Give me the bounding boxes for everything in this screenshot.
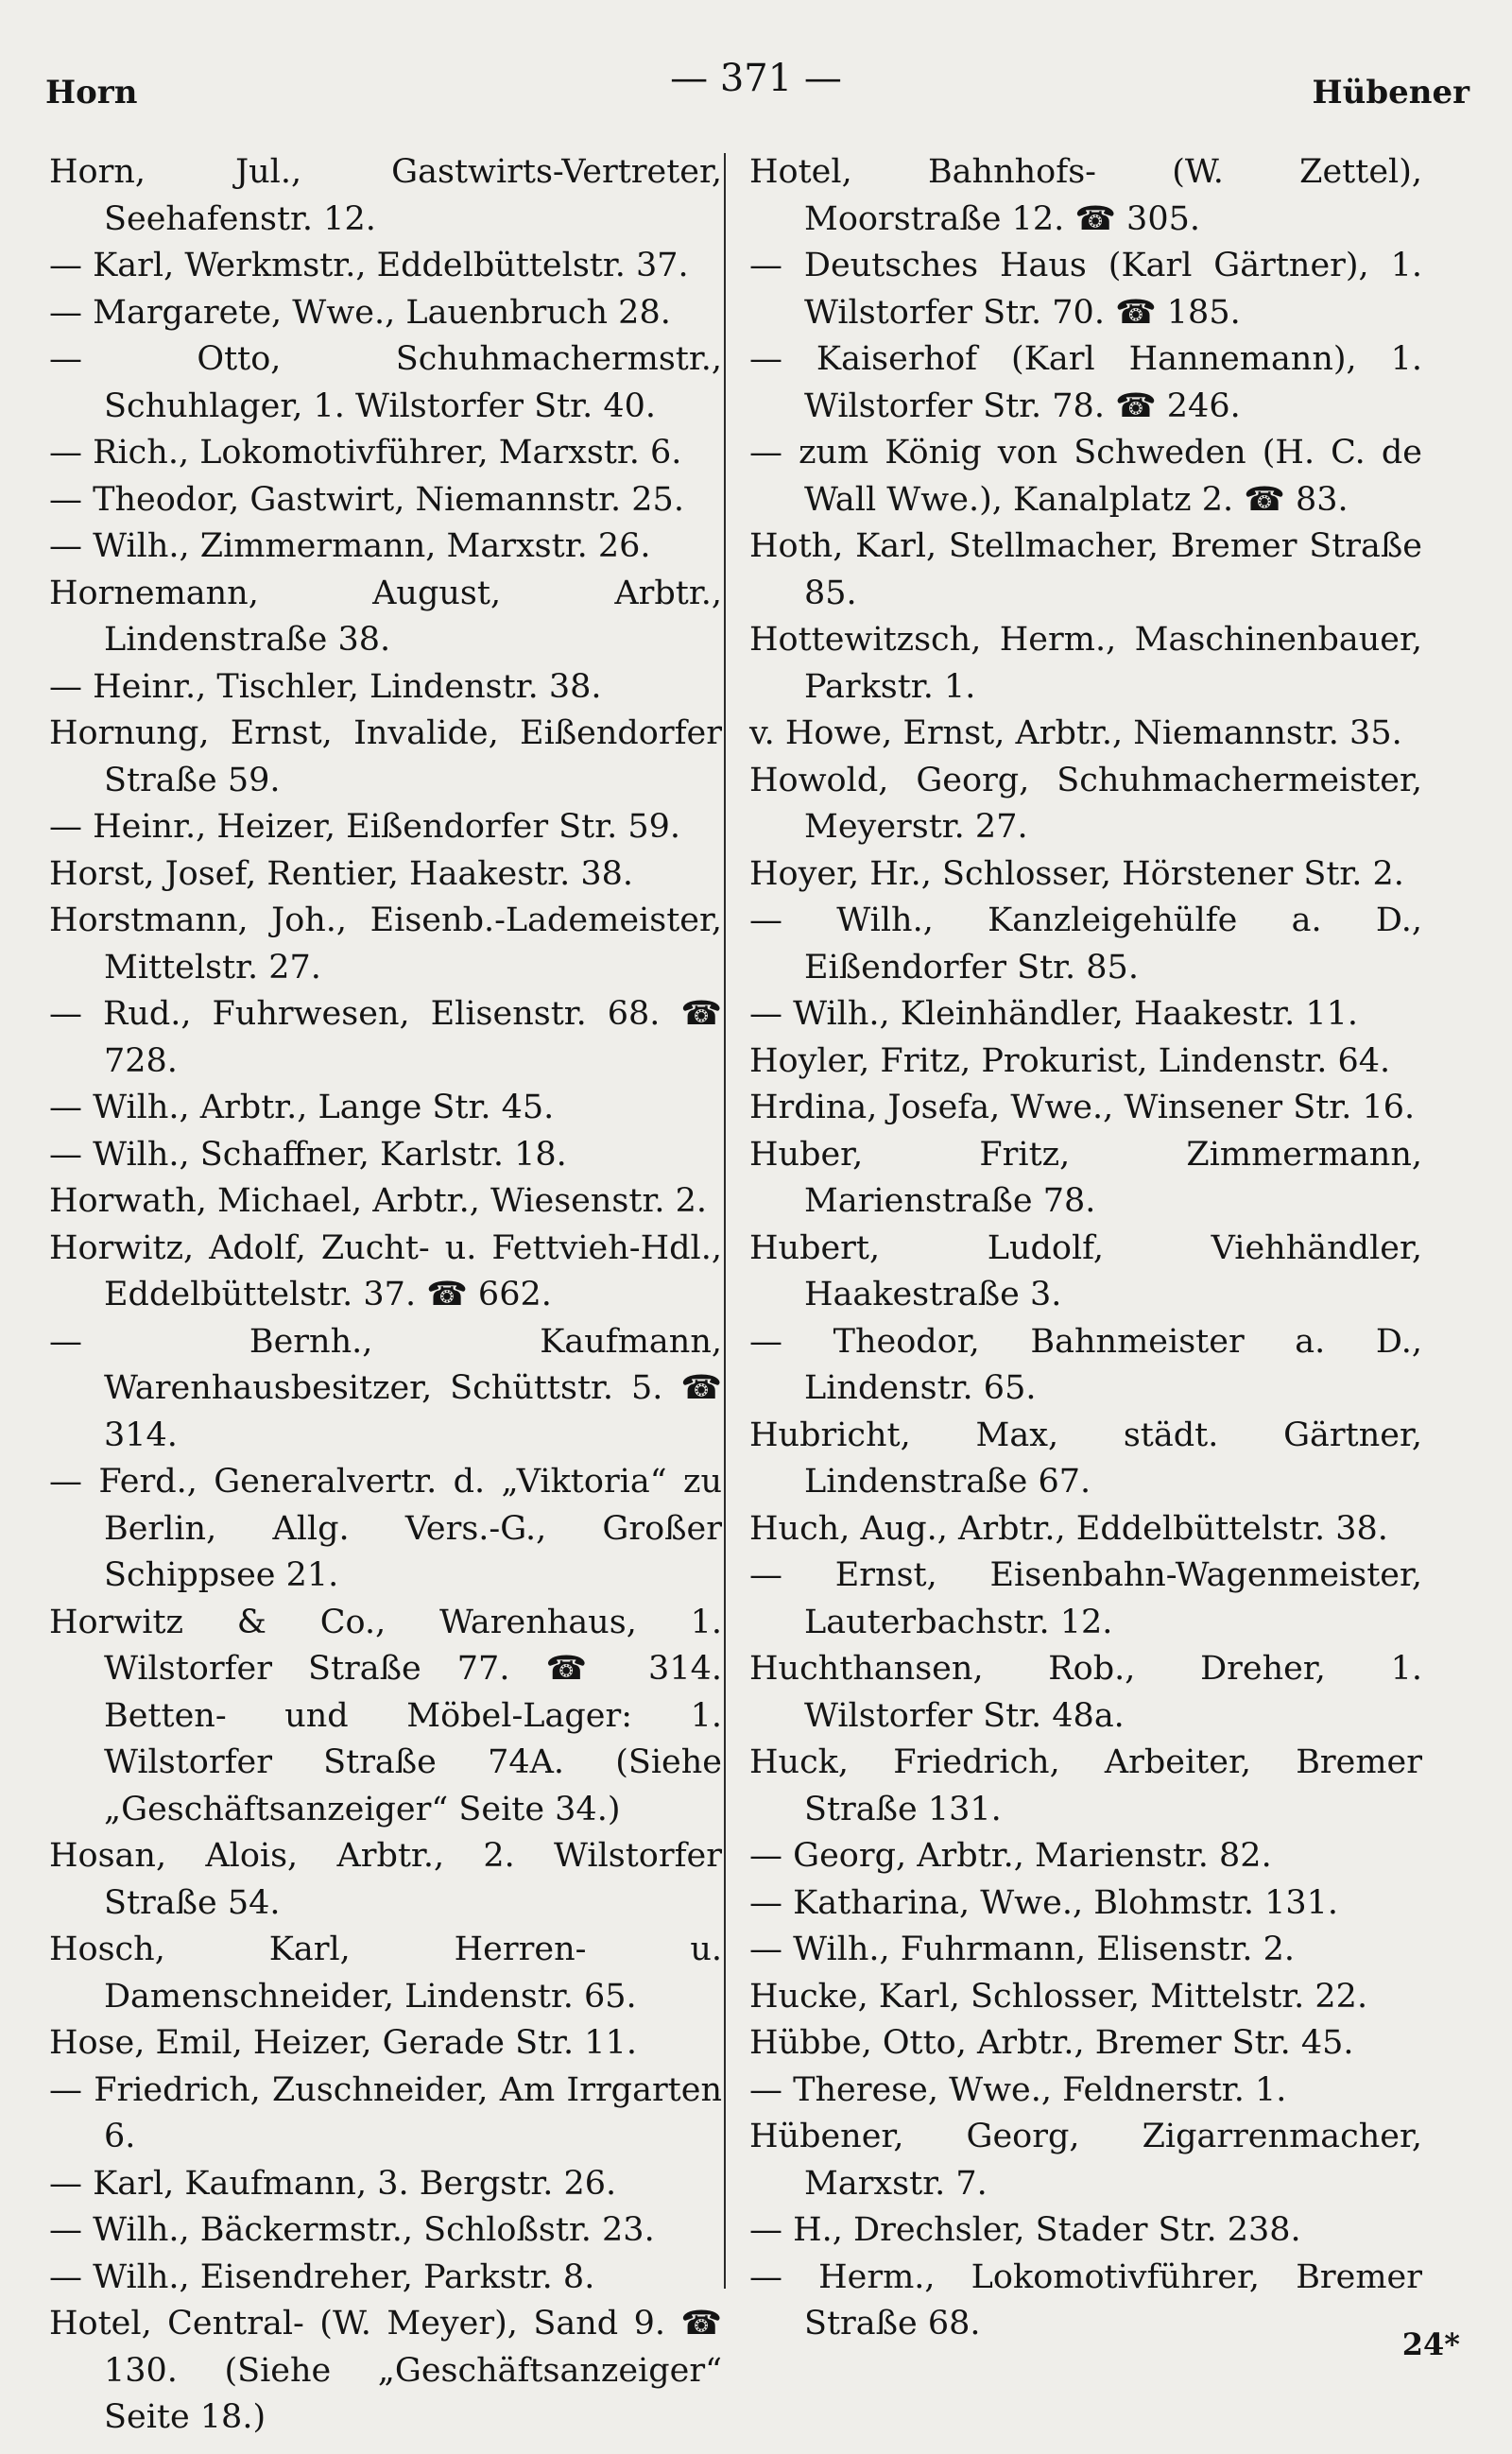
directory-entry: Huch, Aug., Arbtr., Eddelbüttelstr. 38. [749,1509,1388,1548]
directory-entry: Horstmann, Joh., Eisenb.-Lademeister, Mittelstr. 27. [49,901,722,987]
directory-entry: — Margarete, Wwe., Lauenbruch 28. [49,293,671,332]
directory-entry: Hrdina, Josefa, Wwe., Winsener Str. 16. [749,1089,1416,1126]
column-divider [724,153,726,2289]
directory-entry: Hubricht, Max, städt. Gärtner, Lindenstraße 67. [749,1416,1422,1501]
directory-entry: Hotel, Central- (W. Meyer), Sand 9. ☎ 130. (Siehe „Geschäftsanzeiger“ Seite 18.) [49,2305,722,2436]
directory-entry: Horwitz & Co., Warenhaus, 1. Wilstorfer Straße 77. ☎ 314. Betten- und Möbel-Lager: 1. Wilstorfer Straße 74A. (Siehe „Geschäftsanzeiger“ Seite 34.) [49,1603,722,1828]
directory-entry: Hoyler, Fritz, Prokurist, Lindenstr. 64. [749,1041,1391,1080]
directory-entry: Hosch, Karl, Herren- u. Damenschneider, Lindenstr. 65. [49,1931,722,2016]
directory-entry: Hoyer, Hr., Schlosser, Hörstener Str. 2. [749,854,1404,893]
directory-entry: Hübbe, Otto, Arbtr., Bremer Str. 45. [749,2024,1354,2062]
directory-entry: — Theodor, Bahnmeister a. D., Lindenstr. 65. [749,1322,1422,1407]
directory-entry: Hosan, Alois, Arbtr., 2. Wilstorfer Straße 54. [49,1837,722,1922]
directory-entry: — Wilh., Kleinhändler, Haakestr. 11. [749,995,1358,1033]
directory-entry: Horwitz, Adolf, Zucht- u. Fettvieh-Hdl., Eddelbüttelstr. 37. ☎ 662. [49,1228,722,1313]
directory-entry: — Wilh., Fuhrmann, Elisenstr. 2. [749,1931,1295,1968]
directory-entry: — Herm., Lokomotivführer, Bremer Straße 68. [749,2257,1422,2342]
directory-entry: — Wilh., Zimmermann, Marxstr. 26. [49,527,651,565]
directory-entry: — Ferd., Generalvertr. d. „Viktoria“ zu Berlin, Allg. Vers.-G., Großer Schippsee 21. [49,1463,722,1594]
directory-entry: — Katharina, Wwe., Blohmstr. 131. [749,1883,1339,1922]
directory-entry: — Friedrich, Zuschneider, Am Irrgarten 6. [49,2070,722,2155]
directory-entry: — Otto, Schuhmachermstr., Schuhlager, 1. Wilstorfer Str. 40. [49,340,722,425]
directory-entry: — Bernh., Kaufmann, Warenhausbesitzer, Schüttstr. 5. ☎ 314. [49,1322,722,1454]
directory-entry: Hotel, Bahnhofs- (W. Zettel), Moorstraße 12. ☎ 305. [749,153,1422,238]
directory-entry: — Rich., Lokomotivführer, Marxstr. 6. [49,434,682,472]
directory-entry: — Karl, Werkmstr., Eddelbüttelstr. 37. [49,247,689,284]
right-column [749,149,1422,2348]
directory-entry: v. Howe, Ernst, Arbtr., Niemannstr. 35. [749,714,1402,752]
directory-entry: — Heinr., Tischler, Lindenstr. 38. [49,667,602,706]
directory-entry: — zum König von Schweden (H. C. de Wall Wwe.), Kanalplatz 2. ☎ 83. [749,434,1422,519]
directory-entry: Hornung, Ernst, Invalide, Eißendorfer Straße 59. [49,714,722,799]
directory-entry: — Wilh., Eisendreher, Parkstr. 8. [49,2257,595,2296]
directory-entry: Huck, Friedrich, Arbeiter, Bremer Straße 131. [749,1743,1422,1828]
directory-entry: — Rud., Fuhrwesen, Elisenstr. 68. ☎ 728. [49,995,722,1080]
directory-entry: Horst, Josef, Rentier, Haakestr. 38. [49,854,634,893]
directory-entry: — Karl, Kaufmann, 3. Bergstr. 26. [49,2164,617,2203]
directory-entry: Huber, Fritz, Zimmermann, Marienstraße 78. [749,1135,1422,1220]
page-header [0,57,1512,113]
directory-entry: Huchthansen, Rob., Dreher, 1. Wilstorfer Str. 48a. [749,1650,1422,1735]
directory-entry: Hubert, Ludolf, Viehhändler, Haakestraße 3. [749,1228,1422,1313]
directory-entry: — Georg, Arbtr., Marienstr. 82. [749,1837,1272,1875]
directory-entry: — H., Drechsler, Stader Str. 238. [749,2211,1301,2249]
directory-entry: — Wilh., Schaffner, Karlstr. 18. [49,1135,567,1174]
directory-entry: — Heinr., Heizer, Eißendorfer Str. 59. [49,808,681,846]
directory-entry: Hornemann, August, Arbtr., Lindenstraße 38. [49,574,722,659]
directory-entry: Hose, Emil, Heizer, Gerade Str. 11. [49,2024,637,2062]
left-column [49,149,722,2442]
directory-entry: Hottewitzsch, Herm., Maschinenbauer, Parkstr. 1. [749,621,1422,706]
directory-entry: — Wilh., Bäckermstr., Schloßstr. 23. [49,2211,655,2249]
page-number: — 371 — [670,57,842,100]
directory-entry: Hoth, Karl, Stellmacher, Bremer Straße 85. [749,527,1422,612]
directory-entry: — Deutsches Haus (Karl Gärtner), 1. Wilstorfer Str. 70. ☎ 185. [749,247,1422,332]
directory-entry: — Wilh., Kanzleigehülfe a. D., Eißendorfer Str. 85. [749,901,1422,987]
directory-entry: — Therese, Wwe., Feldnerstr. 1. [749,2070,1287,2109]
directory-entry: Hübener, Georg, Zigarrenmacher, Marxstr. 7. [749,2118,1422,2203]
directory-entry: Hucke, Karl, Schlosser, Mittelstr. 22. [749,1977,1368,2016]
header-left-keyword: Horn [45,74,138,112]
header-right-keyword: Hübener [1312,74,1469,112]
signature-mark: 24* [1401,2326,1460,2362]
directory-entry: — Theodor, Gastwirt, Niemannstr. 25. [49,480,684,519]
directory-entry: Horn, Jul., Gastwirts-Vertreter, Seehafenstr. 12. [49,153,722,238]
directory-entry: Horwath, Michael, Arbtr., Wiesenstr. 2. [49,1182,707,1220]
directory-entry: — Kaiserhof (Karl Hannemann), 1. Wilstorfer Str. 78. ☎ 246. [749,340,1422,425]
directory-entry: — Ernst, Eisenbahn-Wagenmeister, Lauterbachstr. 12. [749,1556,1422,1641]
directory-entry: Howold, Georg, Schuhmachermeister, Meyerstr. 27. [749,761,1422,846]
directory-entry: — Wilh., Arbtr., Lange Str. 45. [49,1089,555,1126]
